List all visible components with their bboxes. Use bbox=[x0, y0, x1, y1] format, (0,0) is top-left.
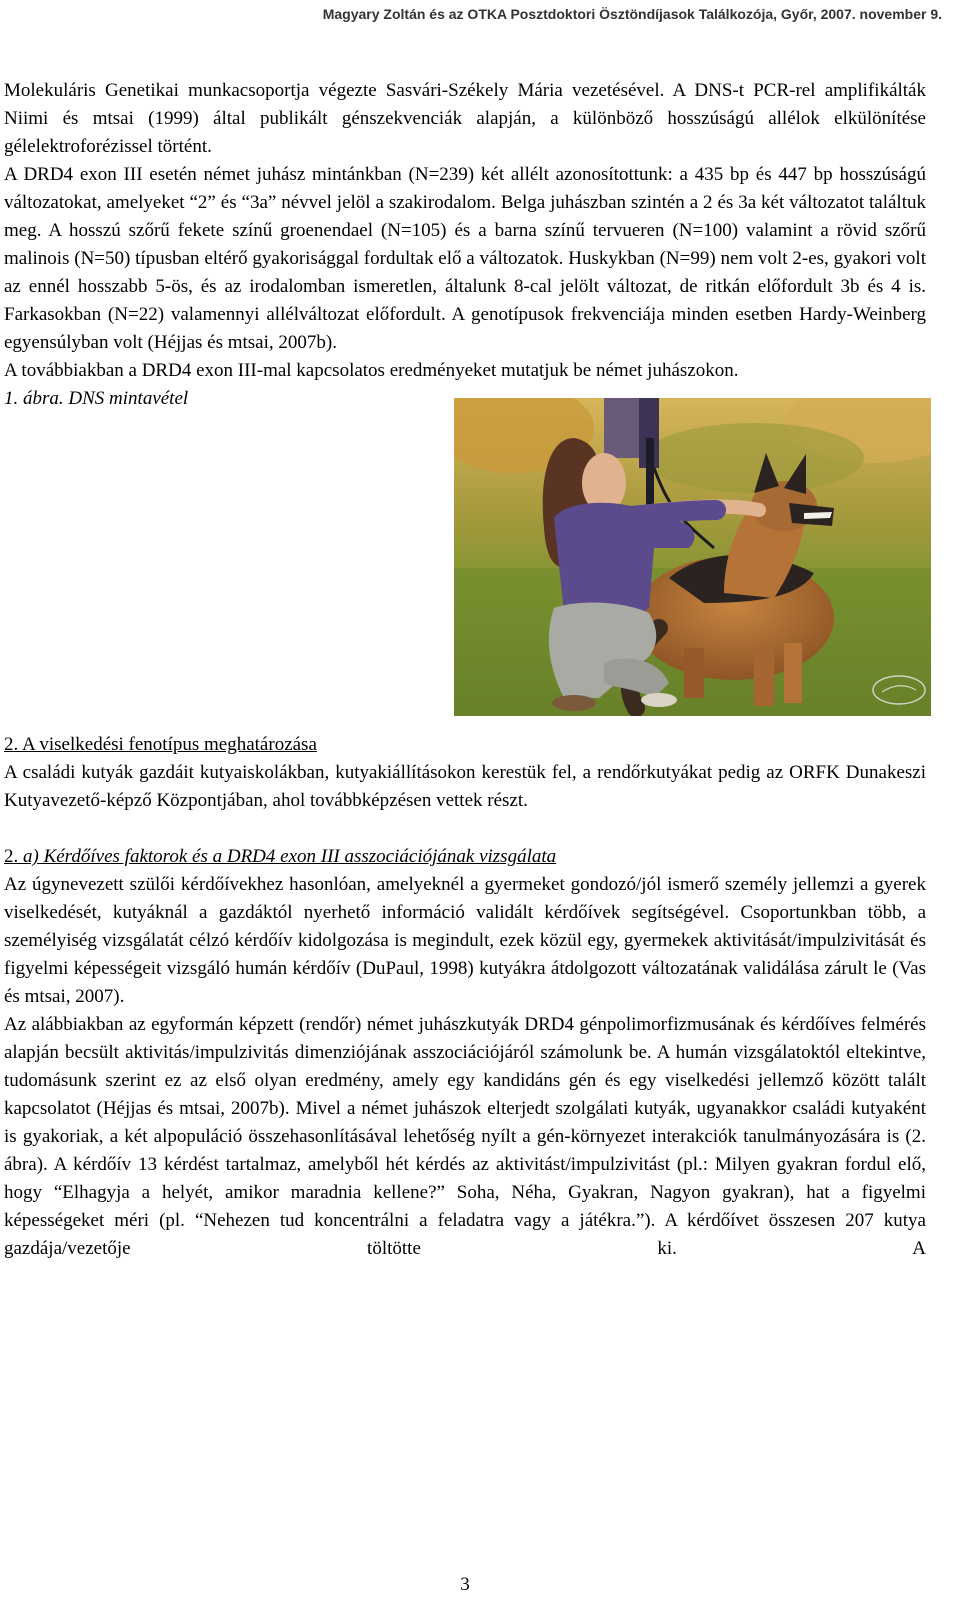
page-body bbox=[4, 77, 926, 1263]
section-2a-number: 2. bbox=[4, 846, 23, 867]
paragraph-association-study: Az alábbiakban az egyformán képzett (rendőr) német juhászkutyák DRD4 génpolimorfizmusának és kérdőíves felmérés alapján becsült aktivitás/impulzivitás dimenziójának asszociációjáról számolunk be. A humán vizsgálatoktól eltekintve, tudomásunk szerint ez az első olyan eredmény, amely egy kandidáns gén és egy viselkedési jellemző között talált kapcsolatot (Héjjas és mtsai, 2007b). Mivel a német juhászok elterjedt szolgálati kutyák, ugyanakkor családi kutyaként is gyakoriak, a két alpopuláció összehasonlításával lehetőség nyílt a gén-környezet interakciók tanulmányozására is (2. ábra). A kérdőív 13 kérdést tartalmaz, amelyből hét kérdés az aktivitást/impulzivitást (pl.: Milyen gyakran fordul elő, hogy “Elhagyja a helyét, amikor maradnia kellene?” Soha, Néha, Gyakran, Nagyon gyakran), hat a figyelmi képességeket méri (pl. “Nehezen tud koncentrálni a feladatra vagy a játékra.”). A kérdőívet összesen 207 kutya gazdája/vezetője töltötte ki. A bbox=[4, 1014, 926, 1259]
paragraph-german-shepherd-intro: A továbbiakban a DRD4 exon III-mal kapcsolatos eredményeket mutatjuk be német juhászokon. bbox=[4, 360, 739, 381]
dna-sampling-photo bbox=[454, 398, 931, 716]
section-2a-title bbox=[4, 843, 926, 871]
paragraph-drd4-alleles: A DRD4 exon III esetén német juhász mintánkban (N=239) két allélt azonosítottunk: a 435 bp és 447 bp hosszúságú változatokat, amelyeket “2” és “3a” névvel jelöl a szakirodalom. Belga juhászban szintén a 2 és 3a két változatot találtuk meg. A hosszú szőrű fekete színű groenendael (N=105) és a barna színű tervueren (N=100) valamint a rövid szőrű malinois (N=50) típusban eltérő gyakorisággal fordultak elő a változatok. Huskykban (N=99) nem volt 2-es, gyakori volt az ennél hosszabb 5-ös, és az irodalomban ismeretlen, általunk 8-cal jelölt változat, de ritkán előfordult 3b és 4 is. Farkasokban (N=22) valamennyi allélváltozat előfordult. A genotípusok frekvenciája minden esetben Hardy-Weinberg egyensúlyban volt (Héjjas és mtsai, 2007b). bbox=[4, 164, 926, 353]
running-header: Magyary Zoltán és az OTKA Posztdoktori Ösztöndíjasok Találkozója, Győr, 2007. november 9. bbox=[322, 6, 942, 22]
section-2-title: 2. A viselkedési fenotípus meghatározása bbox=[4, 734, 317, 755]
blank-line bbox=[4, 815, 926, 843]
figure-caption: 1. ábra. DNS mintavétel bbox=[4, 388, 189, 409]
paragraph-owner-recruitment: A családi kutyák gazdáit kutyaiskolákban, kutyakiállításokon kerestük fel, a rendőrkutyákat pedig az ORFK Dunakeszi Kutyavezető-képző Központjában, ahol továbbképzésen vettek részt. bbox=[4, 762, 926, 811]
section-2a-text: a) Kérdőíves faktorok és a DRD4 exon III asszociációjának vizsgálata bbox=[23, 846, 557, 867]
page-number: 3 bbox=[460, 1574, 470, 1595]
paragraph-genetics-lab: Molekuláris Genetikai munkacsoportja végezte Sasvári-Székely Mária vezetésével. A DNS-t PCR-rel amplifikálták Niimi és mtsai (1999) által publikált génszekvenciák alapján, a különböző hosszúságú allélok elkülönítése gélelektroforézissel történt. bbox=[4, 80, 926, 157]
figure-1 bbox=[4, 413, 926, 731]
paragraph-questionnaire-validation: Az úgynevezett szülői kérdőívekhez hasonlóan, amelyeknél a gyermeket gondozó/jól ismerő személy jellemzi a gyerek viselkedését, kutyáknál a gazdáktól nyerhető információ validált kérdőívek segítségével. Csoportunkban több, a személyiség vizsgálatát célzó kérdőív kidolgozása is megindult, ezek közül egy, gyermekek aktivitását/impulzivitását és figyelmi képességeit vizsgáló humán kérdőív (DuPaul, 1998) kutyákra átdolgozott változatának validálása zárult le (Vas és mtsai, 2007). bbox=[4, 874, 926, 1007]
